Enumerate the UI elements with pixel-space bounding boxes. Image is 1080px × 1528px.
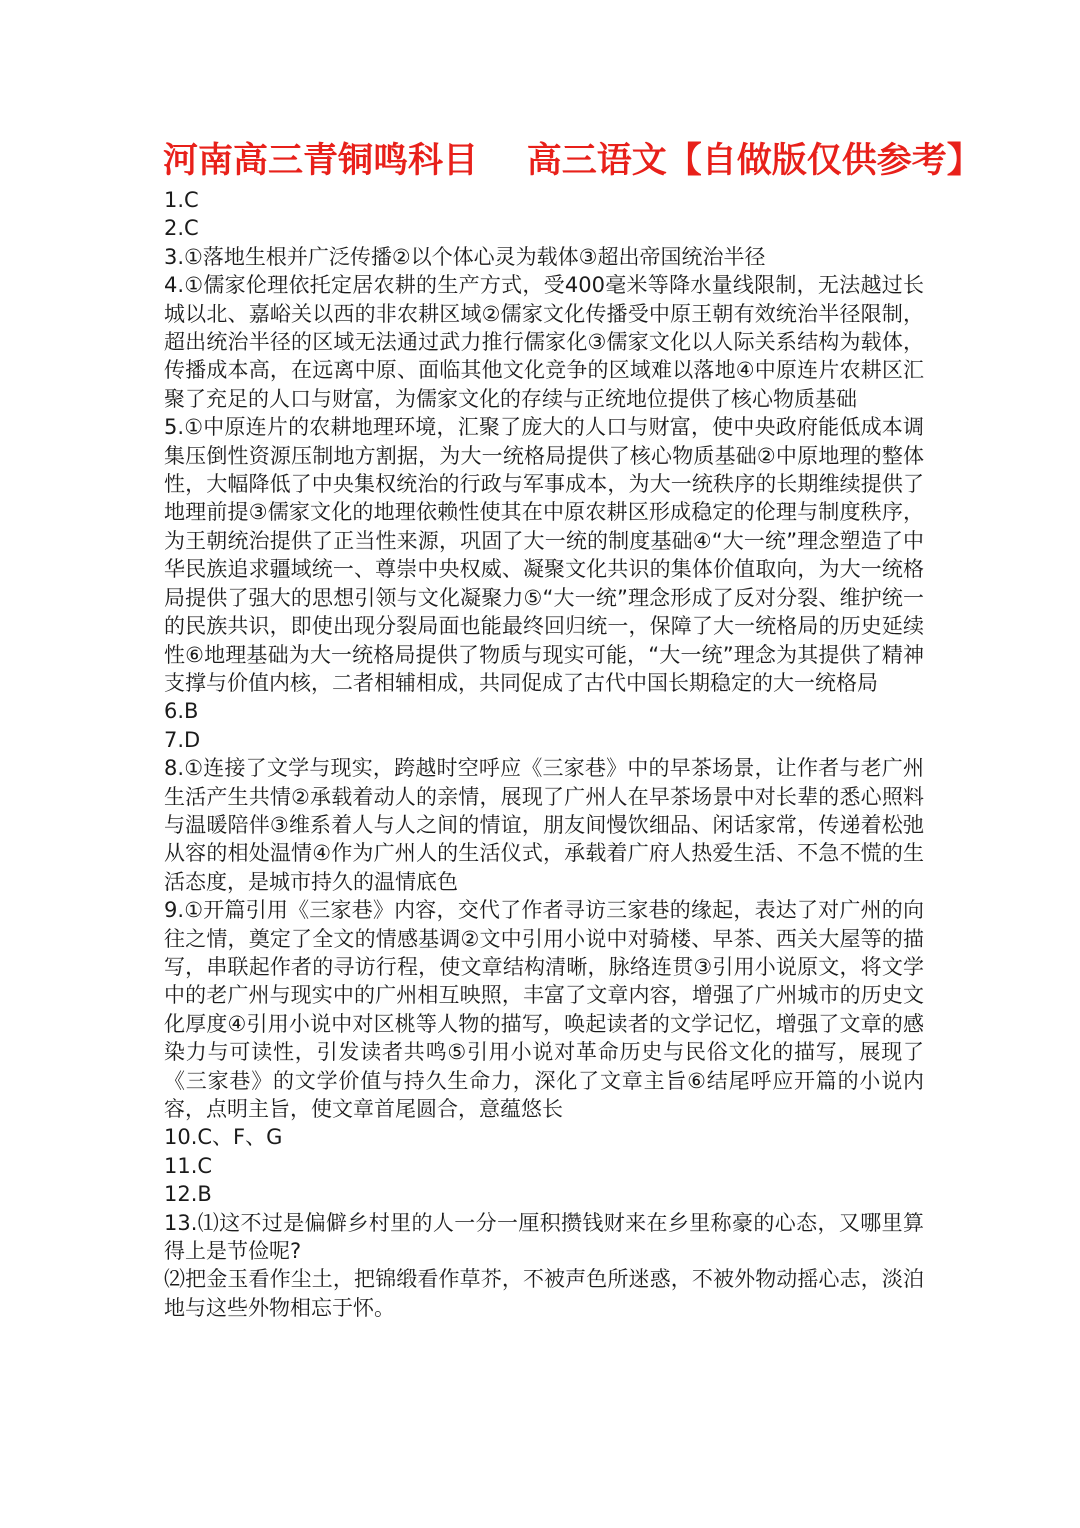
answer-item: 13.⑴这不过是偏僻乡村里的人一分一厘积攒钱财来在乡里称豪的心态，又哪里算得上是节俭呢? [164, 1210, 924, 1264]
answer-item: 5.①中原连片的农耕地理环境，汇聚了庞大的人口与财富，使中央政府能低成本调集压倒性资源压制地方割据，为大一统格局提供了核心物质基础②中原地理的整体性，大幅降低了中央集权统治的行政与军事成本，为大一统秩序的长期维续提供了地理前提③儒家文化的地理依赖性使其在中原农耕区形成稳定的伦理与制度秩序，为王朝统治提供了正当性来源，巩固了大一统的制度基础④“大一统”理念塑造了中华民族追求疆域统一、尊崇中央权威、凝聚文化共识的集体价值取向，为大一统格局提供了强大的思想引领与文化凝聚力⑤“大一统”理念形成了反对分裂、维护统一的民族共识，即使出现分裂局面也能最终回归统一，保障了大一统格局的历史延续性⑥地理基础为大一统格局提供了物质与现实可能，“大一统”理念为其提供了精神支撑与价值内核，二者相辅相成，共同促成了古代中国长期稳定的大一统格局 [164, 415, 924, 695]
answer-item: 7.D [164, 727, 201, 752]
answer-item: 1.C [164, 188, 199, 212]
answer-item: 12.B [164, 1182, 212, 1207]
answer-item: 3.①落地生根并广泛传播②以个体心灵为载体③超出帝国统治半径 [164, 244, 766, 269]
answer-item: 2.C [164, 216, 199, 241]
page-title: 河南高三青铜鸣科目 高三语文【自做版仅供参考】 [163, 140, 982, 181]
answer-item: 9.①开篇引用《三家巷》内容，交代了作者寻访三家巷的缘起，表达了对广州的向往之情，奠定了全文的情感基调②文中引用小说中对骑楼、早茶、西关大屋等的描写，串联起作者的寻访行程，使文章结构清晰，脉络连贯③引用小说原文，将文学中的老广州与现实中的广州相互映照，丰富了文章内容，增强了广州城市的历史文化厚度④引用小说中对区桃等人物的描写，唤起读者的文学记忆，增强了文章的感染力与可读性，引发读者共鸣⑤引用小说对革命历史与民俗文化的描写，展现了《三家巷》的文学价值与持久生命力，深化了文章主旨⑥结尾呼应开篇的小说内容，点明主旨，使文章首尾圆合，意蕴悠长 [164, 898, 924, 1121]
answer-item: ⑵把金玉看作尘土，把锦缎看作草芥，不被声色所迷惑，不被外物动摇心志，淡泊地与这些外物相忘于怀。 [164, 1267, 924, 1320]
answer-item: 11.C [164, 1153, 213, 1178]
answer-item: 10.C、F、G [164, 1125, 283, 1150]
answer-item: 8.①连接了文学与现实，跨越时空呼应《三家巷》中的早茶场景，让作者与老广州生活产生共情②承载着动人的亲情，展现了广州人在早茶场景中对长辈的悉心照料与温暖陪伴③维系着人与人之间的情谊，朋友间慢饮细品、闲话家常，传递着松弛从容的相处温情④作为广州人的生活仪式，承载着广府人热爱生活、不急不慌的生活态度，是城市持久的温情底色 [164, 756, 924, 894]
answer-item: 6.B [164, 699, 199, 724]
answer-list [164, 186, 924, 1322]
answer-item: 4.①儒家伦理依托定居农耕的生产方式，受400毫米等降水量线限制，无法越过长城以北、嘉峪关以西的非农耕区域②儒家文化传播受中原王朝有效统治半径限制，超出统治半径的区域无法通过武力推行儒家化③儒家文化以人际关系结构为载体，传播成本高，在远离中原、面临其他文化竞争的区域难以落地④中原连片农耕区汇聚了充足的人口与财富，为儒家文化的存续与正统地位提供了核心物质基础 [164, 273, 924, 411]
